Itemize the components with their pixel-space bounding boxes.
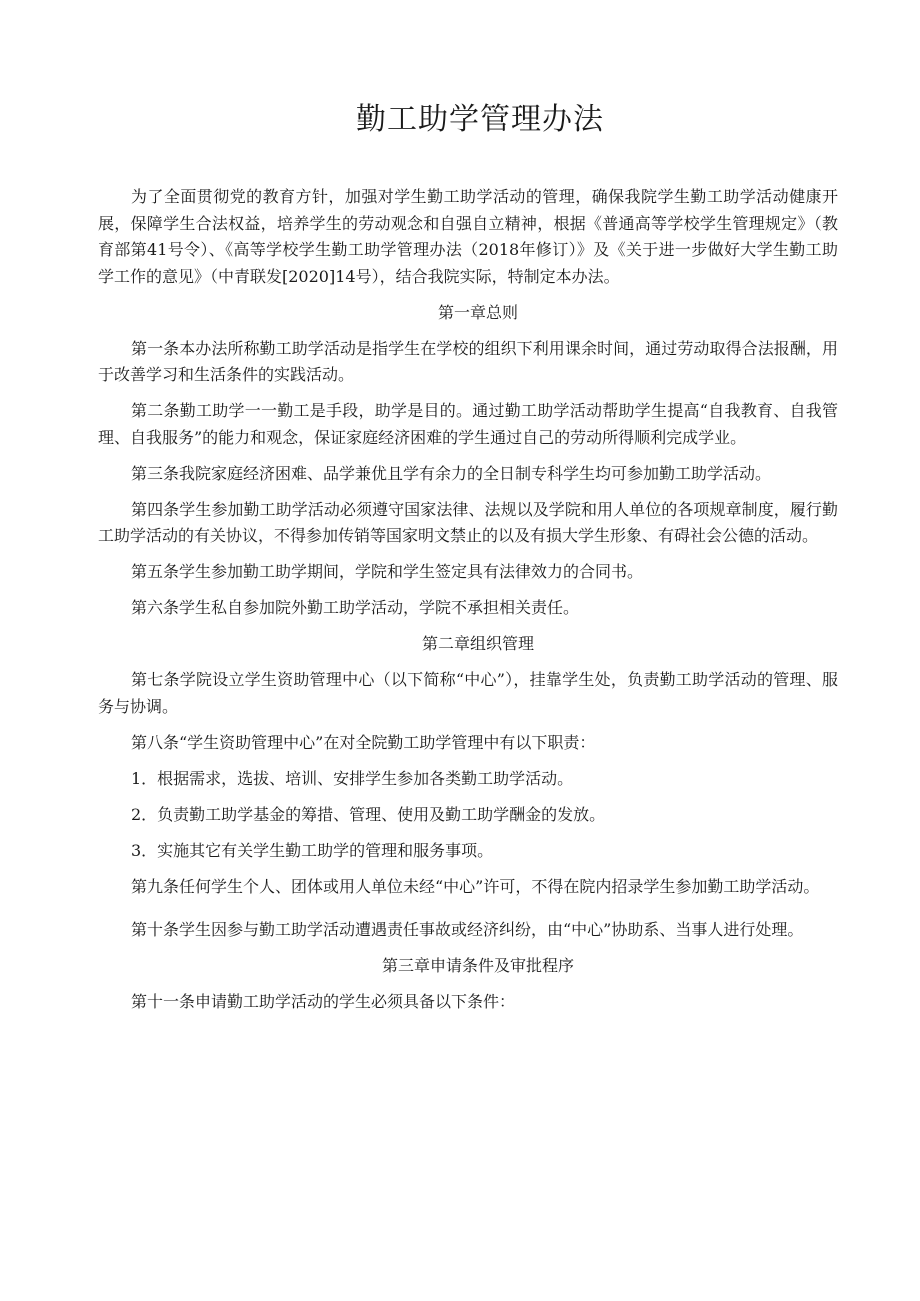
article-10: 第十条学生因参与勤工助学活动遭遇责任事故或经济纠纷，由“中心”协助系、当事人进行处理。: [131, 920, 804, 939]
article-4: 第四条学生参加勤工助学活动必须遵守国家法律、法规以及学院和用人单位的各项规章制度，履行勤工助学活动的有关协议，不得参加传销等国家明文禁止的以及有损大学生形象、有碍社会公德的活动。: [98, 499, 838, 545]
article-8-item-2: 2．负责勤工助学基金的筹措、管理、使用及勤工助学酬金的发放。: [131, 804, 606, 824]
document-page: [98, 100, 838, 1025]
article-7: 第七条学院设立学生资助管理中心（以下简称“中心”），挂靠学生处，负责勤工助学活动的管理、服务与协调。: [98, 670, 838, 716]
chapter-1-heading: 第一章总则: [437, 302, 518, 322]
article-3: 第三条我院家庭经济困难、品学兼优且学有余力的全日制专科学生均可参加勤工助学活动。: [131, 463, 772, 483]
article-2: 第二条勤工助学一一勤工是手段，助学是目的。通过勤工助学活动帮助学生提高“自我教育、自我管理、自我服务”的能力和观念，保证家庭经济困难的学生通过自己的劳动所得顺利完成学业。: [98, 401, 838, 447]
chapter-3-heading: 第三章申请条件及审批程序: [381, 956, 574, 975]
article-8: 第八条“学生资助管理中心”在对全院勤工助学管理中有以下职责：: [131, 732, 596, 752]
intro-paragraph: 为了全面贯彻党的教育方针，加强对学生勤工助学活动的管理，确保我院学生勤工助学活动健康开展，保障学生合法权益，培养学生的劳动观念和自强自立精神，根据《普通高等学校学生管理规定》（教育部第41号令）、《高等学校学生勤工助学管理办法（2018年修订）》及《关于进一步做好大学生勤工助学工作的意见》（中青联发[2020]14号），结合我院实际，特制定本办法。: [98, 187, 838, 286]
article-11: 第十一条申请勤工助学活动的学生必须具备以下条件：: [131, 992, 516, 1011]
article-9: 第九条任何学生个人、团体或用人单位未经“中心”许可，不得在院内招录学生参加勤工助学活动。: [131, 876, 820, 896]
article-5: 第五条学生参加勤工助学期间，学院和学生签定具有法律效力的合同书。: [131, 562, 644, 581]
chapter-2-heading: 第二章组织管理: [421, 634, 534, 653]
article-6: 第六条学生私自参加院外勤工助学活动，学院不承担相关责任。: [131, 598, 580, 617]
article-1: 第一条本办法所称勤工助学活动是指学生在学校的组织下利用课余时间，通过劳动取得合法报酬，用于改善学习和生活条件的实践活动。: [98, 338, 838, 384]
article-8-item-1: 1．根据需求，选拔、培训、安排学生参加各类勤工助学活动。: [131, 768, 574, 788]
article-8-item-3: 3．实施其它有关学生勤工助学的管理和服务事项。: [131, 840, 494, 860]
document-title: 勤工助学管理办法: [356, 102, 604, 137]
